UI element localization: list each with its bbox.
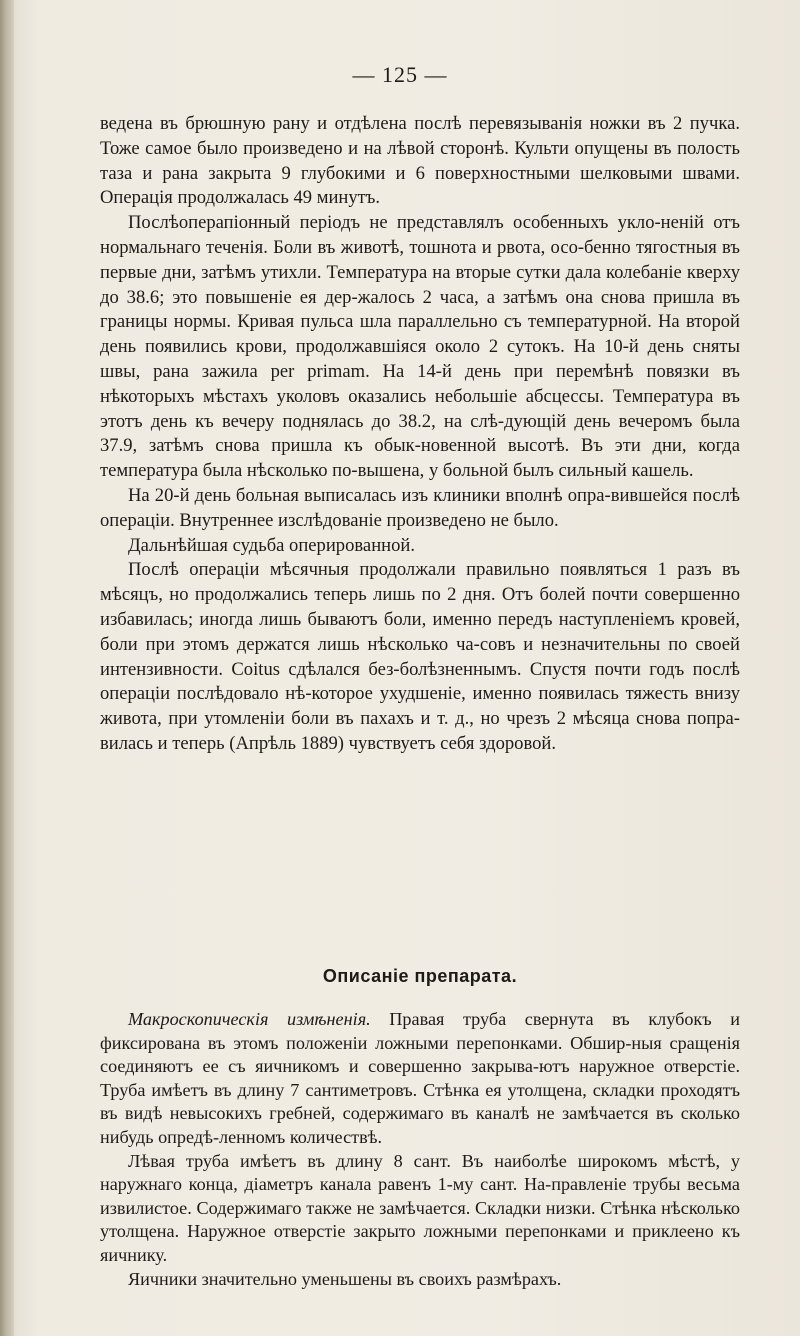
- paragraph-right-tube: [100, 1008, 740, 1150]
- page-number: — 125 —: [352, 62, 448, 87]
- paragraph-further-fate-heading: Дальнѣйшая судьба оперированной.: [128, 534, 415, 556]
- page-binding-edge: [0, 0, 14, 1336]
- case-history-text: [100, 112, 740, 757]
- paragraph-after-operation: Послѣ операціи мѣсячныя продолжали правильно появляться 1 разъ въ мѣсяцъ, но продолжались теперь лишь по 2 дня. Отъ болей почти совершенно избавилась; иногда лишь бываютъ боли, именно передъ наступленіемъ кровей, боли при этомъ держатся лишь нѣсколько ча-совъ и незначительны по своей интензивности. Coitus сдѣлался без-болѣзненнымъ. Спустя почти годъ послѣ операціи послѣдовало нѣ-которое ухудшеніе, именно появилась тяжесть внизу живота, при утомленіи боли въ пахахъ и т. д., но чрезъ 2 мѣсяца снова попра-вилась и теперь (Апрѣль 1889) чувствуетъ себя здоровой.: [100, 559, 740, 754]
- right-tube-text: Правая труба свернута въ клубокъ и фиксирована въ этомъ положеніи ложными перепонками. Обшир-ныя сращенія соединяютъ ее съ яичникомъ и совершенно закрыва-ютъ наружное отверстіе. Труба имѣетъ въ длину 7 сантиметровъ. Стѣнка ея утолщена, складки проходятъ въ видѣ невысокихъ гребней, содержимаго въ каналѣ не замѣчается въ сколько нибудь опредѣ-ленномъ количествѣ.: [100, 1009, 740, 1147]
- paragraph-left-tube: Лѣвая труба имѣетъ въ длину 8 сант. Въ наиболѣе широкомъ мѣстѣ, у наружнаго конца, діаметръ канала равенъ 1-му сант. На-правленіе трубы весьма извилистое. Содержимаго также не замѣчается. Складки низки. Стѣнка нѣсколько утолщена. Наружное отверстіе закрыто ложными перепонками и приклеено къ яичнику.: [100, 1150, 740, 1265]
- paragraph-ovaries: Яичники значительно уменьшены въ своихъ размѣрахъ.: [128, 1268, 562, 1289]
- paragraph-operation-end: ведена въ брюшную рану и отдѣлена послѣ перевязыванія ножки въ 2 пучка. Тоже самое было произведено и на лѣвой сторонѣ. Культи опущены въ полость таза и рана закрыта 9 глубокими и 6 поверхностными шелковыми швами. Операція продолжалась 49 минутъ.: [100, 113, 740, 209]
- section-title: Описаніе препарата.: [322, 966, 518, 986]
- paragraph-postoperative-period: Послѣоперапіонный періодъ не представлялъ особенныхъ укло-неній отъ нормальнаго теченія. Боли въ животѣ, тошнота и рвота, осо-бенно тягостныя въ первые дни, затѣмъ утихли. Температура на вторые сутки дала колебаніе кверху до 38.6; это повышеніе ея дер-жалось 2 часа, а затѣмъ она снова пришла въ границы нормы. Кривая пульса шла параллельно съ температурной. На второй день появились крови, продолжавшіяся около 2 сутокъ. На 10-й день сняты швы, рана зажила per primam. На 14-й день при перемѣнѣ повязки въ нѣкоторыхъ мѣстахъ уколовъ оказались небольшіе абсцессы. Температура въ этотъ день къ вечеру поднялась до 38.2, на слѣ-дующій день вечеромъ была 37.9, затѣмъ снова пришла къ обык-новенной высотѣ. Въ эти дни, когда температура была нѣсколько по-вышена, у больной былъ сильный кашель.: [100, 212, 740, 482]
- macroscopic-changes-lead: Макроскопическія измѣненія.: [128, 1009, 371, 1029]
- specimen-description-text: [100, 1008, 740, 1291]
- paragraph-discharge: На 20-й день больная выписалась изъ клиники вполнѣ опра-вившейся послѣ операціи. Внутреннее изслѣдованіе произведено не было.: [100, 484, 740, 531]
